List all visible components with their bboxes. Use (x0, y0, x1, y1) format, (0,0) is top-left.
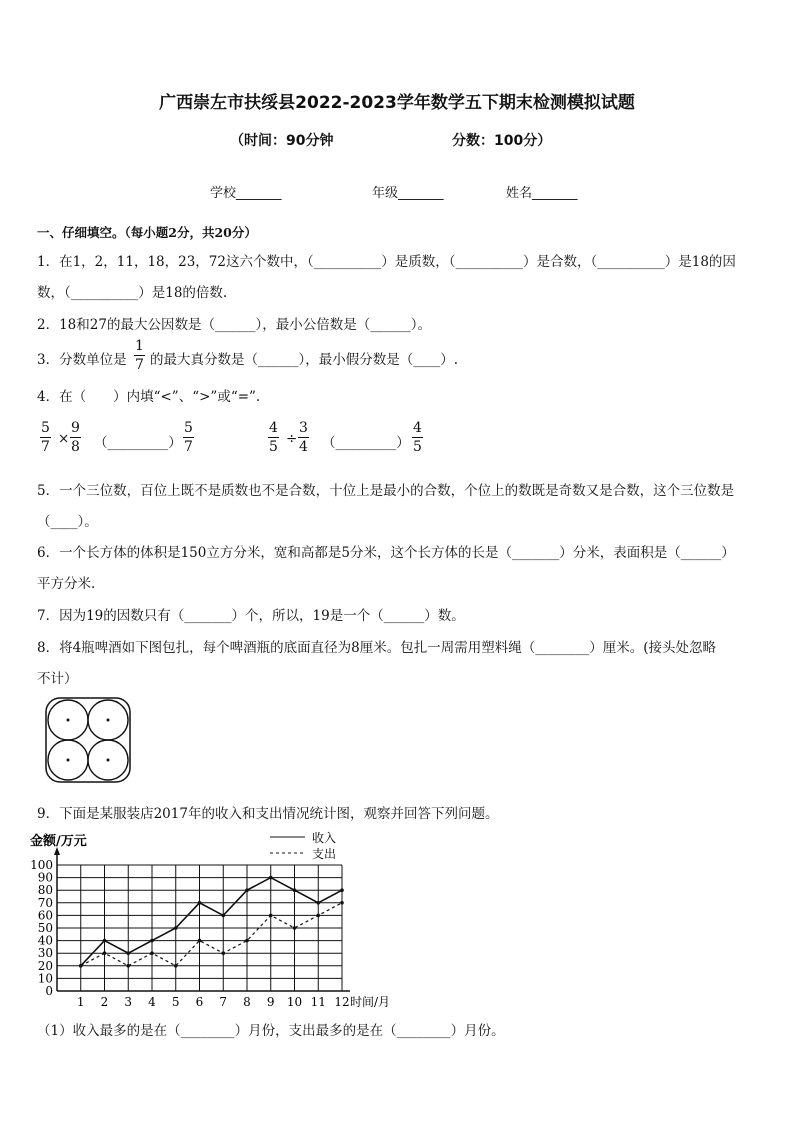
x-tick-label: 2 (100, 995, 109, 1008)
data-point (269, 876, 273, 880)
y-tick-label: 50 (37, 921, 53, 935)
data-point (316, 914, 320, 918)
numerator: 9 (71, 420, 80, 436)
data-point (269, 914, 273, 918)
y-axis-label: 金额/万元 (30, 834, 87, 849)
exam-time: （时间：90分钟 (230, 133, 334, 149)
operator: × (58, 431, 70, 447)
y-tick-label: 40 (37, 933, 53, 948)
question-8-line-1: 8．将4瓶啤酒如下图包扎，每个啤酒瓶的底面直径为8厘米。包扎一周需用塑料绳（________）厘米。(接头处忽略 (37, 640, 717, 656)
blank: （_________） (322, 435, 410, 451)
x-tick-label: 5 (171, 995, 180, 1008)
income-expense-chart (30, 828, 410, 1008)
numerator: 4 (269, 420, 278, 436)
question-8-line-2: 不计） (37, 671, 78, 687)
data-point (150, 939, 154, 943)
question-3-prefix: 3．分数单位是 (37, 352, 127, 368)
blank: （_________） (94, 435, 182, 451)
y-tick-label: 80 (37, 883, 53, 898)
y-tick-label: 20 (37, 958, 53, 973)
data-point (293, 926, 297, 930)
q4a-frac-1 (40, 420, 51, 455)
x-tick-label: 12 (334, 995, 350, 1008)
y-tick-label: 30 (37, 946, 53, 961)
y-tick-label: 60 (37, 908, 53, 923)
legend-label: 收入 (312, 831, 337, 845)
question-2: 2．18和27的最大公因数是（______），最小公倍数是（______）。 (37, 317, 431, 333)
denominator: 7 (41, 439, 50, 455)
exam-score: 分数：100分） (452, 133, 552, 149)
school-field: 学校_______ (210, 186, 282, 201)
question-1-line-2: 数，（__________）是18的倍数. (37, 285, 228, 301)
q3-fraction (134, 338, 145, 373)
x-axis-label: 时间/月 (350, 995, 391, 1008)
income-line (81, 878, 342, 966)
question-3-suffix: 的最大真分数是（______），最小假分数是（____）. (150, 352, 459, 368)
numerator: 4 (413, 420, 422, 436)
q4a-frac-3 (183, 420, 194, 455)
data-point (126, 951, 130, 955)
question-4-text: 4．在（ ）内填“<”、“>”或“=”. (37, 389, 261, 405)
y-tick-label: 0 (45, 984, 53, 998)
denominator: 8 (71, 439, 80, 455)
data-point (174, 926, 178, 930)
x-tick-label: 1 (76, 995, 85, 1008)
data-point (103, 939, 107, 943)
x-tick-label: 10 (286, 995, 303, 1008)
data-point (340, 901, 344, 905)
grade-field: 年级_______ (372, 186, 444, 201)
q4b-frac-3 (412, 420, 423, 455)
denominator: 5 (413, 439, 422, 455)
data-point (221, 951, 225, 955)
x-tick-label: 7 (219, 995, 228, 1008)
data-point (245, 888, 249, 892)
x-tick-label: 3 (124, 995, 133, 1008)
y-tick-label: 10 (37, 971, 53, 986)
section-heading: 一、仔细填空。（每小题2分，共20分） (37, 225, 257, 240)
question-6-line-1: 6．一个长方体的体积是150立方分米，宽和高都是5分米，这个长方体的长是（_______）分米，表面积是（______） (37, 545, 735, 561)
expense-line (81, 903, 342, 966)
data-point (79, 964, 83, 968)
data-point (221, 914, 225, 918)
page-title: 广西崇左市扶绥县2022-2023学年数学五下期末检测模拟试题 (159, 93, 635, 113)
q4b-frac-2 (298, 420, 309, 455)
fraction-bar (134, 355, 145, 356)
q3-denominator: 7 (135, 357, 144, 373)
question-5-line-2: （____）。 (37, 514, 98, 530)
q4b-frac-1 (268, 420, 279, 455)
question-9-part-1: （1）收入最多的是在（________）月份，支出最多的是在（________）月份。 (37, 1023, 505, 1039)
data-point (198, 901, 202, 905)
question-7: 7．因为19的因数只有（_______）个，所以，19是一个（______）数。 (37, 608, 465, 624)
question-6-line-2: 平方分米. (37, 576, 96, 592)
numerator: 5 (41, 420, 50, 436)
data-point (174, 964, 178, 968)
data-point (293, 888, 297, 892)
denominator: 7 (184, 439, 193, 455)
x-tick-label: 11 (310, 995, 326, 1008)
x-tick-label: 4 (148, 995, 156, 1008)
data-point (198, 939, 202, 943)
data-point (316, 901, 320, 905)
y-tick-label: 100 (30, 858, 53, 872)
denominator: 5 (269, 439, 278, 455)
name-field: 姓名_______ (506, 186, 578, 201)
data-point (245, 939, 249, 943)
operator: ÷ (286, 431, 298, 447)
question-5-line-1: 5．一个三位数，百位上既不是质数也不是合数，十位上是最小的合数，个位上的数既是奇数又是合数，这个三位数是 (37, 483, 735, 499)
q3-numerator: 1 (135, 338, 144, 354)
data-point (340, 888, 344, 892)
question-9: 9．下面是某服装店2017年的收入和支出情况统计图，观察并回答下列问题。 (37, 806, 499, 822)
x-tick-label: 8 (243, 995, 251, 1008)
q4a-frac-2 (70, 420, 81, 455)
y-tick-label: 70 (37, 895, 53, 910)
data-point (150, 951, 154, 955)
bottles-diagram (44, 696, 134, 786)
y-tick-label: 90 (37, 870, 53, 885)
data-point (103, 951, 107, 955)
data-point (126, 964, 130, 968)
numerator: 5 (184, 420, 193, 436)
x-tick-label: 9 (266, 995, 275, 1008)
legend-label: 支出 (312, 847, 337, 861)
denominator: 4 (299, 439, 308, 455)
numerator: 3 (299, 420, 308, 436)
x-tick-label: 6 (195, 995, 204, 1008)
question-1-line-1: 1．在1，2，11，18，23，72这六个数中，（__________）是质数，（__________）是合数，（__________）是18的因 (37, 254, 736, 270)
